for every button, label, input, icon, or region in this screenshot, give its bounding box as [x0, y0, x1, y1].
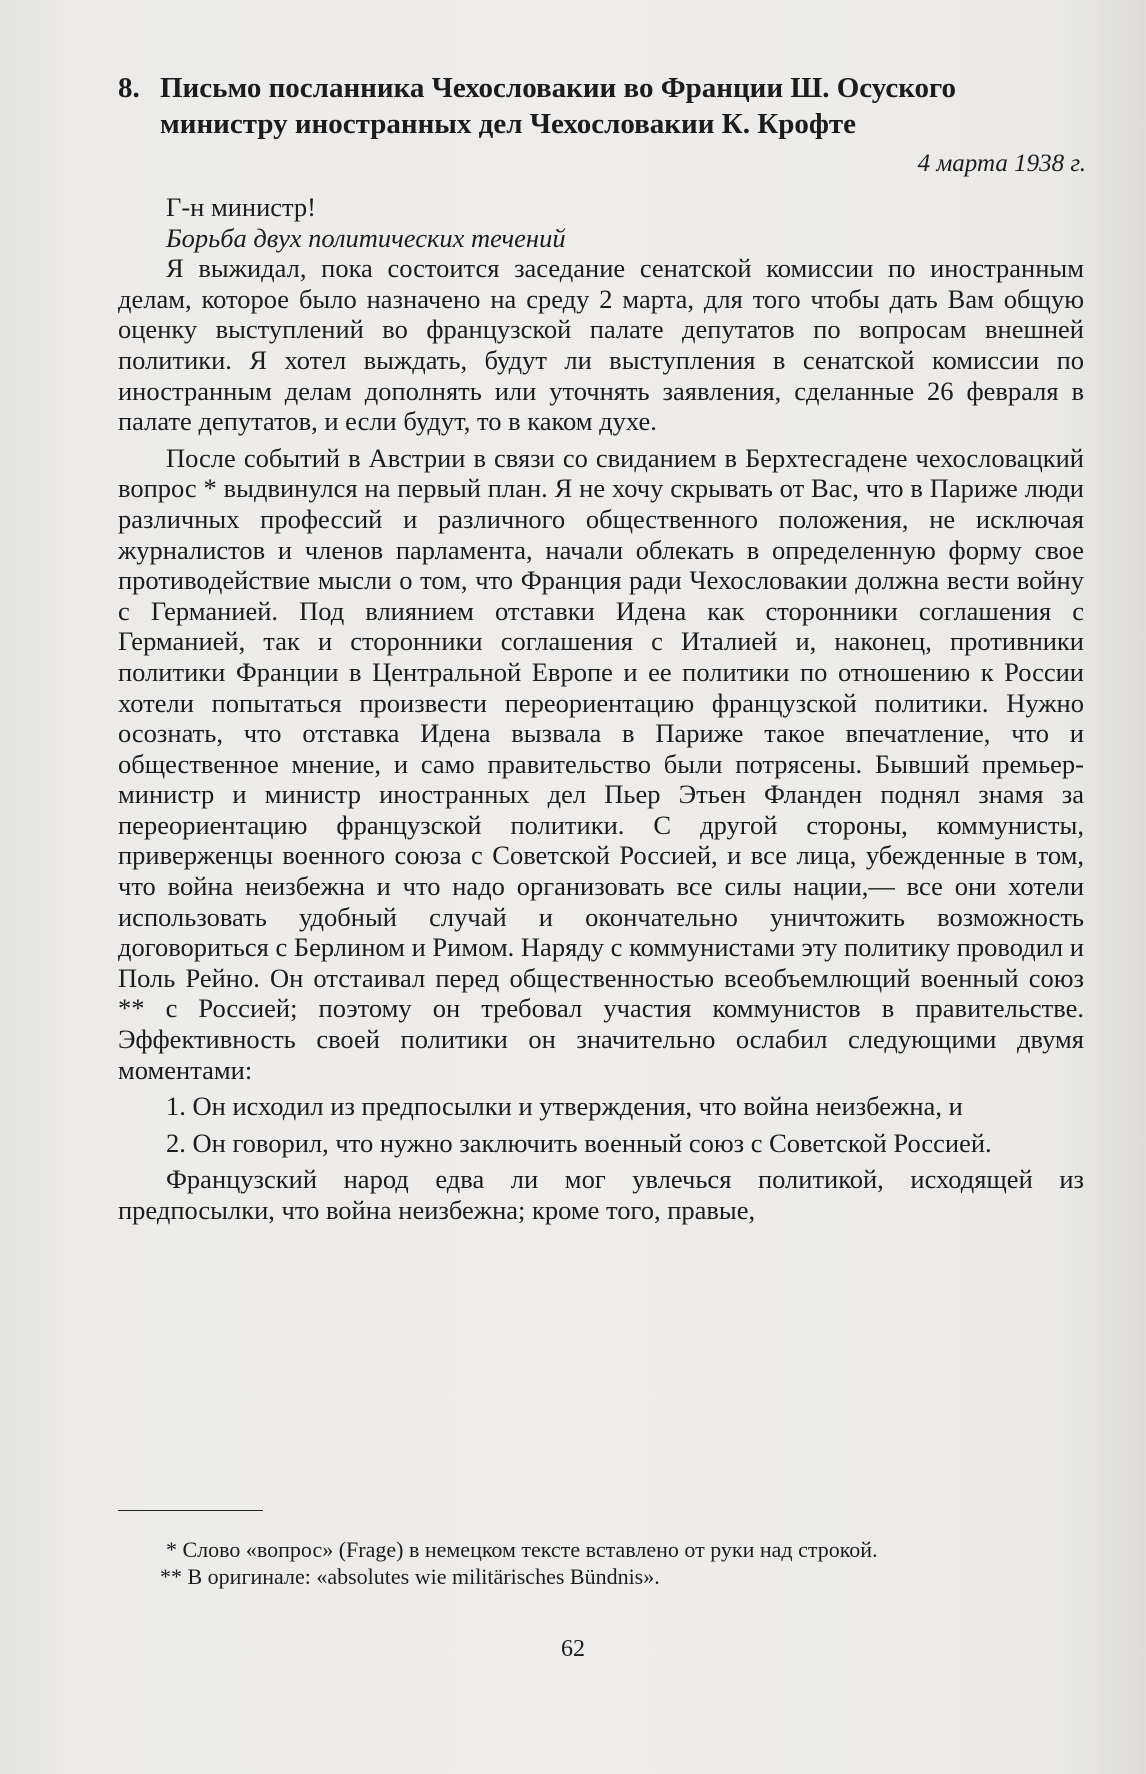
- list-item-1: 1. Он исходил из предпосылки и утверждения, что война неизбежна, и: [166, 1091, 963, 1122]
- salutation: Г-н министр!: [166, 192, 317, 222]
- paragraph-2: После событий в Австрии в связи со свиданием в Берхтесгадене чехословацкий вопрос * выдвинулся на первый план. Я не хочу скрывать от Вас, что в Париже люди различных профессий и различного общественного положения, не исключая журналистов и членов парламента, начали облекать в определенную форму свое противодействие мысли о том, что Франция ради Чехословакии должна вести войну с Германией. Под влиянием отставки Идена как сторонники соглашения с Германией, так и сторонники соглашения с Италией и, наконец, противники политики Франции в Центральной Европе и ее политики по отношению к России хотели попытаться произвести переориентацию французской политики. Нужно осознать, что отставка Идена вызвала в Париже такое впечатление, что и общественное мнение, и само правительство были потрясены. Бывший премьер-министр и министр иностранных дел Пьер Этьен Фланден поднял знамя за переориентацию французской политики. С другой стороны, коммунисты, приверженцы военного союза с Советской Россией, и все лица, убежденные в том, что война неизбежна и что надо организовать все силы нации,— все они хотели использовать удобный случай и окончательно уничтожить возможность договориться с Берлином и Римом. Наряду с коммунистами эту политику проводил и Поль Рейно. Он отстаивал перед общественностью всеобъемлющий военный союз ** с Россией; поэтому он требовал участия коммунистов в правительстве. Эффективность своей политики он значительно ослабил следующими двумя моментами:: [118, 442, 1084, 1085]
- footnote-2: ** В оригинале: «absolutes wie militärisches Bündnis».: [160, 1564, 660, 1589]
- document-title: [118, 70, 1078, 142]
- footnotes: [118, 1536, 1084, 1590]
- footnote-1: * Слово «вопрос» (Frage) в немецком тексте вставлено от руки над строкой.: [166, 1537, 878, 1562]
- title-text-1: Письмо посланника Чехословакии во Франции Ш. Осуского: [160, 72, 956, 104]
- letter-date: 4 марта 1938 г.: [917, 150, 1086, 177]
- footnote-divider: [118, 1510, 263, 1511]
- page-number: 62: [561, 1636, 585, 1662]
- letter-body: [118, 192, 1084, 1226]
- paragraph-3: Французский народ едва ли мог увлечься политикой, исходящей из предпосылки, что война неизбежна; кроме того, правые,: [118, 1164, 1084, 1225]
- title-line-1: [118, 70, 1078, 106]
- paragraph-1: Я выжидал, пока состоится заседание сенатской комиссии по иностранным делам, которое было назначено на среду 2 марта, для того чтобы дать Вам общую оценку выступлений во французской палате депутатов по вопросам внешней политики. Я хотел выждать, будут ли выступления в сенатской комиссии по иностранным делам дополнять или уточнять заявления, сделанные 26 февраля в палате депутатов, и если будут, то в каком духе.: [118, 253, 1084, 437]
- title-line-2: министру иностранных дел Чехословакии К. Крофте: [160, 108, 857, 140]
- list-item-2: 2. Он говорил, что нужно заключить военный союз с Советской Россией.: [166, 1127, 992, 1158]
- document-number: 8.: [118, 72, 140, 104]
- section-heading: Борьба двух политических течений: [166, 222, 566, 253]
